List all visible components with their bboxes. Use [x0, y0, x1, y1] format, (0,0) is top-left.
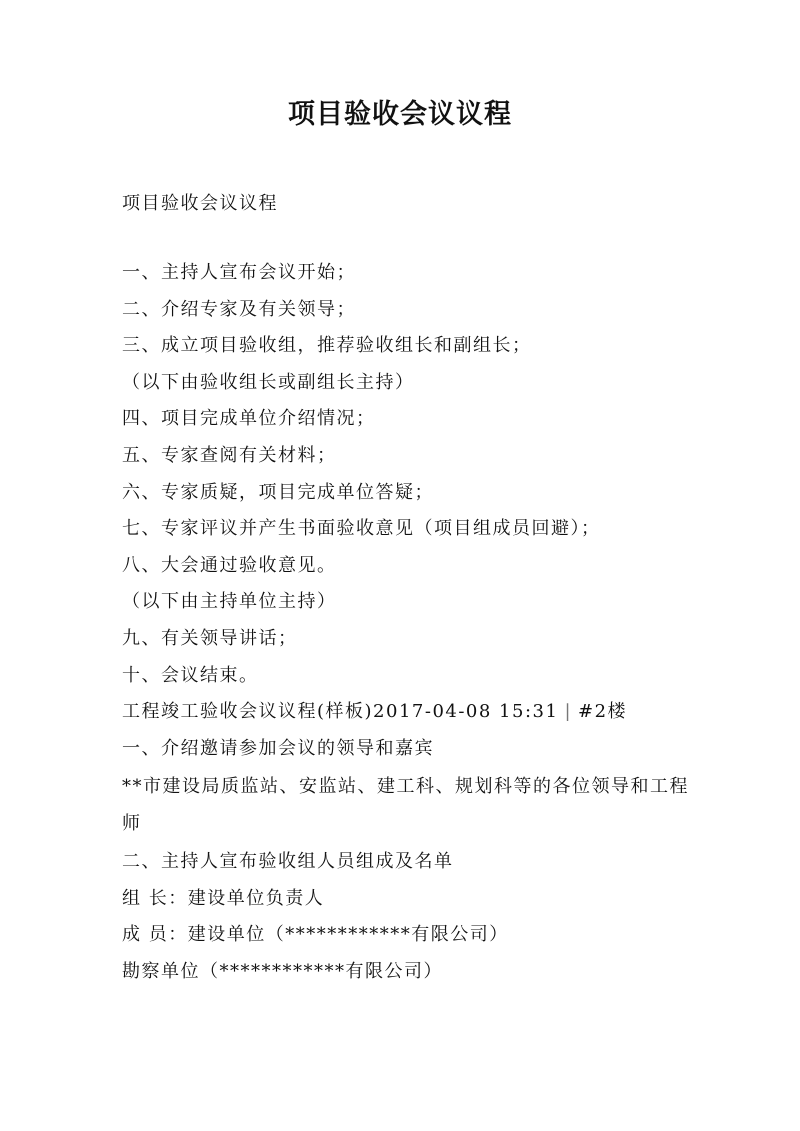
agenda-item: 三、成立项目验收组，推荐验收组长和副组长；	[122, 335, 532, 357]
agenda-item: 二、介绍专家及有关领导；	[122, 298, 356, 320]
agenda-item: 七、专家评议并产生书面验收意见（项目组成员回避）；	[122, 518, 601, 540]
post-floor: #2楼	[578, 701, 628, 723]
agenda-item: 十、会议结束。	[122, 664, 259, 686]
agenda-item: 四、项目完成单位介绍情况；	[122, 408, 376, 430]
post-line: 勘察单位（************有限公司）	[122, 960, 443, 982]
agenda-item: 八、大会通过验收意见。	[122, 554, 337, 576]
agenda-item: 五、专家查阅有关材料；	[122, 444, 337, 466]
post-line: 一、介绍邀请参加会议的领导和嘉宾	[122, 737, 434, 759]
post-line: 二、主持人宣布验收组人员组成及名单	[122, 850, 454, 872]
document-body	[122, 187, 702, 991]
agenda-note: （以下由主持单位主持）	[122, 591, 337, 613]
post-line: 成 员：建设单位（************有限公司）	[122, 924, 509, 946]
agenda-item: 九、有关领导讲话；	[122, 627, 298, 649]
post-separator: |	[564, 701, 573, 723]
post-header	[122, 695, 702, 729]
agenda-item: 一、主持人宣布会议开始；	[122, 262, 356, 283]
post-date: 2017-04-08 15:31	[373, 701, 559, 723]
document-title: 项目验收会议议程	[288, 99, 512, 130]
document-subtitle: 项目验收会议议程	[122, 193, 278, 214]
post-line: 组 长：建设单位负责人	[122, 887, 325, 909]
agenda-note: （以下由验收组长或副组长主持）	[122, 371, 415, 393]
post-line: **市建设局质监站、安监站、建工科、规划科等的各位领导和工程师	[122, 776, 689, 835]
post-heading: 工程竣工验收会议议程(样板)	[122, 701, 374, 723]
agenda-item: 六、专家质疑，项目完成单位答疑；	[122, 481, 434, 503]
